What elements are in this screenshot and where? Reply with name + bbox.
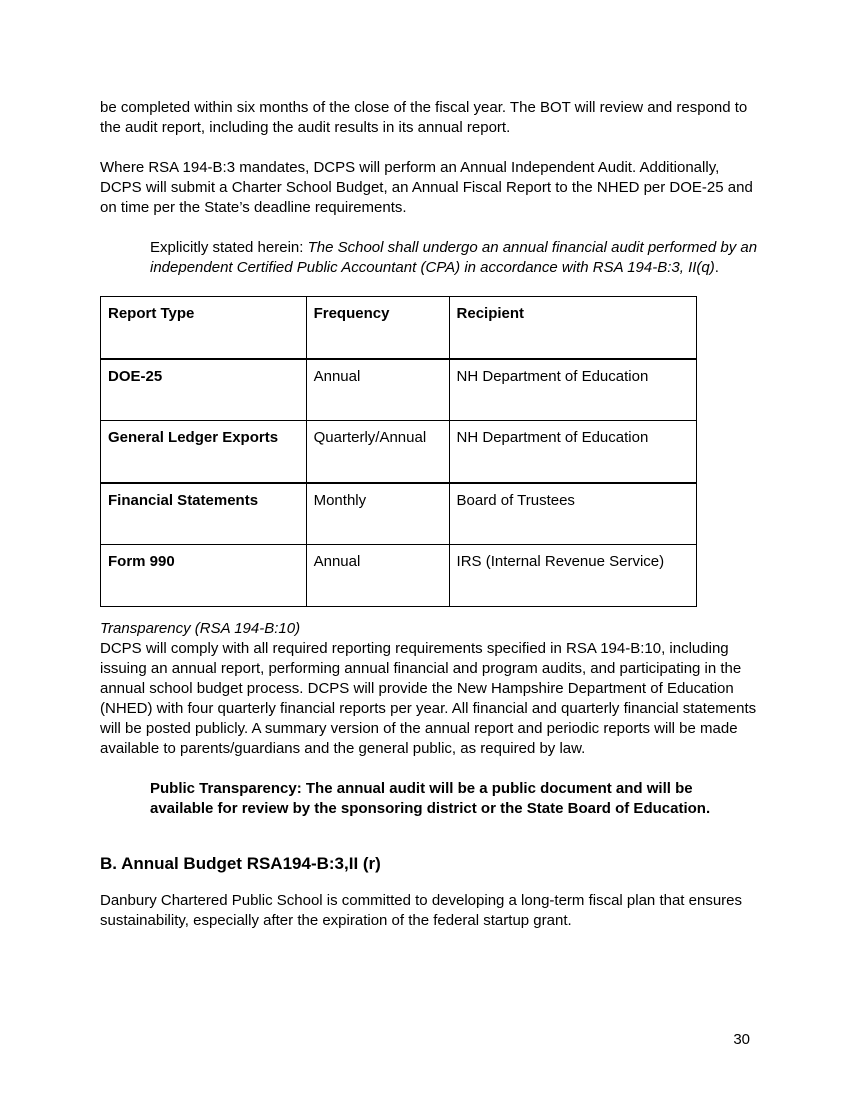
cell-frequency: Quarterly/Annual	[306, 421, 449, 483]
page-number: 30	[733, 1031, 750, 1048]
cell-report-type: DOE-25	[101, 359, 307, 421]
cell-report-type: General Ledger Exports	[101, 421, 307, 483]
public-transparency-callout: Public Transparency: The annual audit will be a public document and will be available for review by the sponsoring district or the State Board of Education.	[150, 780, 711, 817]
transparency-heading: Transparency (RSA 194-B:10)	[100, 620, 301, 637]
intro-paragraph-2: Where RSA 194-B:3 mandates, DCPS will perform an Annual Independent Audit. Additionally, DCPS will submit a Charter School Budget, an Annual Fiscal Report to the NHED per DOE-25 and on time per the State’s deadline requirements.	[100, 159, 753, 216]
table-header-row	[101, 297, 697, 359]
reporting-table	[100, 296, 697, 607]
cell-recipient: Board of Trustees	[449, 483, 696, 545]
cell-report-type: Financial Statements	[101, 483, 307, 545]
cell-frequency: Annual	[306, 359, 449, 421]
intro-paragraph-1: be completed within six months of the close of the fiscal year. The BOT will review and respond to the audit report, including the audit results in its annual report.	[100, 99, 748, 136]
cell-recipient: NH Department of Education	[449, 359, 696, 421]
section-b-heading: B. Annual Budget RSA194-B:3,II (r)	[100, 854, 381, 873]
table-row	[101, 359, 697, 421]
audit-quote-end: .	[714, 259, 719, 276]
header-recipient: Recipient	[449, 297, 696, 359]
table-row	[101, 421, 697, 483]
cell-frequency: Monthly	[306, 483, 449, 545]
transparency-body: DCPS will comply with all required reporting requirements specified in RSA 194-B:10, including issuing an annual report, performing annual financial and program audits, and participating in the annual school budget process. DCPS will provide the New Hampshire Department of Education (NHED) with four quarterly financial reports per year. All financial and quarterly financial statements will be posted publicly. A summary version of the annual report and periodic reports will be made available to parents/guardians and the general public, as required by law.	[100, 640, 757, 757]
header-frequency: Frequency	[306, 297, 449, 359]
audit-quote-italic: The School shall undergo an annual financial audit performed by an independent Certified Public Accountant (CPA) in accordance with RSA 194-B:3, II(q)	[150, 239, 758, 276]
header-report-type: Report Type	[101, 297, 307, 359]
cell-report-type: Form 990	[101, 545, 307, 607]
table-row	[101, 545, 697, 607]
audit-quote-lead: Explicitly stated herein:	[150, 239, 308, 256]
cell-frequency: Annual	[306, 545, 449, 607]
table-row	[101, 483, 697, 545]
cell-recipient: IRS (Internal Revenue Service)	[449, 545, 696, 607]
document-page	[100, 98, 760, 931]
audit-quote	[150, 238, 760, 278]
cell-recipient: NH Department of Education	[449, 421, 696, 483]
section-b-body: Danbury Chartered Public School is committed to developing a long-term fiscal plan that ensures sustainability, especially after the expiration of the federal startup grant.	[100, 892, 742, 929]
